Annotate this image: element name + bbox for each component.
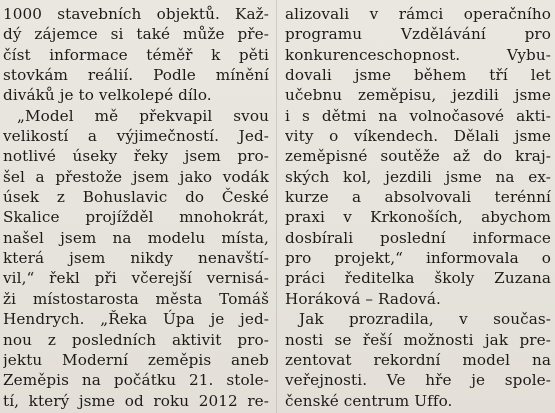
right-column-text-line: práci ředitelka školy Zuzana <box>285 269 551 288</box>
right-column-text-line: praxi v Krkonoších, abychom <box>285 208 551 227</box>
left-column-text-line: Hendrych. „Řeka Úpa je jed- <box>3 310 269 329</box>
left-column-text-line: Zeměpis na počátku 21. stole- <box>3 371 269 390</box>
right-column-text-line: i s dětmi na volnočasové akti- <box>285 106 551 125</box>
left-column-text-line: notlivé úseky řeky jsem pro- <box>3 147 269 166</box>
right-column-text-line: ských kol, jezdili jsme na ex- <box>285 167 551 186</box>
right-column-text-line: zentovat rekordní model na <box>285 350 551 369</box>
left-column-text-line: nou z posledních aktivit pro- <box>3 330 269 349</box>
right-column-text-line: veřejnosti. Ve hře je spole- <box>285 371 551 390</box>
right-column-text-line: učebnu zeměpisu, jezdili jsme <box>285 86 551 105</box>
right-column-text-line: konkurenceschopnost. Vybu- <box>285 45 551 64</box>
right-column-text-line: Jak prozradila, v součas- <box>299 310 551 329</box>
left-column-text-line: 1000 stavebních objektů. Kaž- <box>3 5 269 23</box>
right-column-text-line: čenské centrum Uffo. <box>285 391 453 410</box>
left-column-text-line: jektu Moderní zeměpis aneb <box>3 350 269 369</box>
left-column-text-line: „Model mě překvapil svou <box>17 106 269 125</box>
right-column-text-line: dovali jsme během tří let <box>285 66 551 85</box>
right-column-text-line: kurze a absolvovali terénní <box>285 188 551 207</box>
right-column-text-line: zeměpisné soutěže až do kraj- <box>285 147 551 166</box>
column-divider <box>276 0 277 413</box>
right-column-text-line: dosbírali poslední informace <box>285 228 551 247</box>
left-column-text-line: úsek z Bohuslavic do České <box>3 188 269 207</box>
left-column-text-line: číst informace téměř k pěti <box>3 45 269 64</box>
right-column-text-line: nosti se řeší možnosti jak pre- <box>285 330 551 349</box>
article-column-right <box>285 4 551 411</box>
right-column-text-line: alizovali v rámci operačního <box>285 5 551 23</box>
right-column-text-line: Horáková – Radová. <box>285 289 441 308</box>
right-column-text-line: vity o víkendech. Dělali jsme <box>285 127 551 146</box>
left-column-text-line: našel jsem na modelu místa, <box>3 228 269 247</box>
left-column-text-line: tí, který jsme od roku 2012 re- <box>3 391 269 410</box>
article-column-left <box>3 4 269 411</box>
left-column-text-line: Skalice projížděl mnohokrát, <box>3 208 269 227</box>
right-column-text-line: programu Vzdělávání pro <box>285 25 551 44</box>
left-column-text-line: vil,“ řekl při včerejší vernisá- <box>3 269 269 288</box>
left-column-text-line: velikostí a výjimečností. Jed- <box>3 127 269 146</box>
left-column-text-line: ži místostarosta města Tomáš <box>3 289 269 308</box>
right-column-text-line: pro projekt,“ informovala o <box>285 249 551 268</box>
left-column-text-line: diváků je to velkolepé dílo. <box>3 86 212 105</box>
left-column-text-line: stovkám reálií. Podle mínění <box>3 66 269 85</box>
left-column-text-line: která jsem nikdy nenavští- <box>3 249 269 268</box>
left-column-text-line: šel a přestože jsem jako vodák <box>3 167 269 186</box>
left-column-text-line: dý zájemce si také může pře- <box>3 25 269 44</box>
